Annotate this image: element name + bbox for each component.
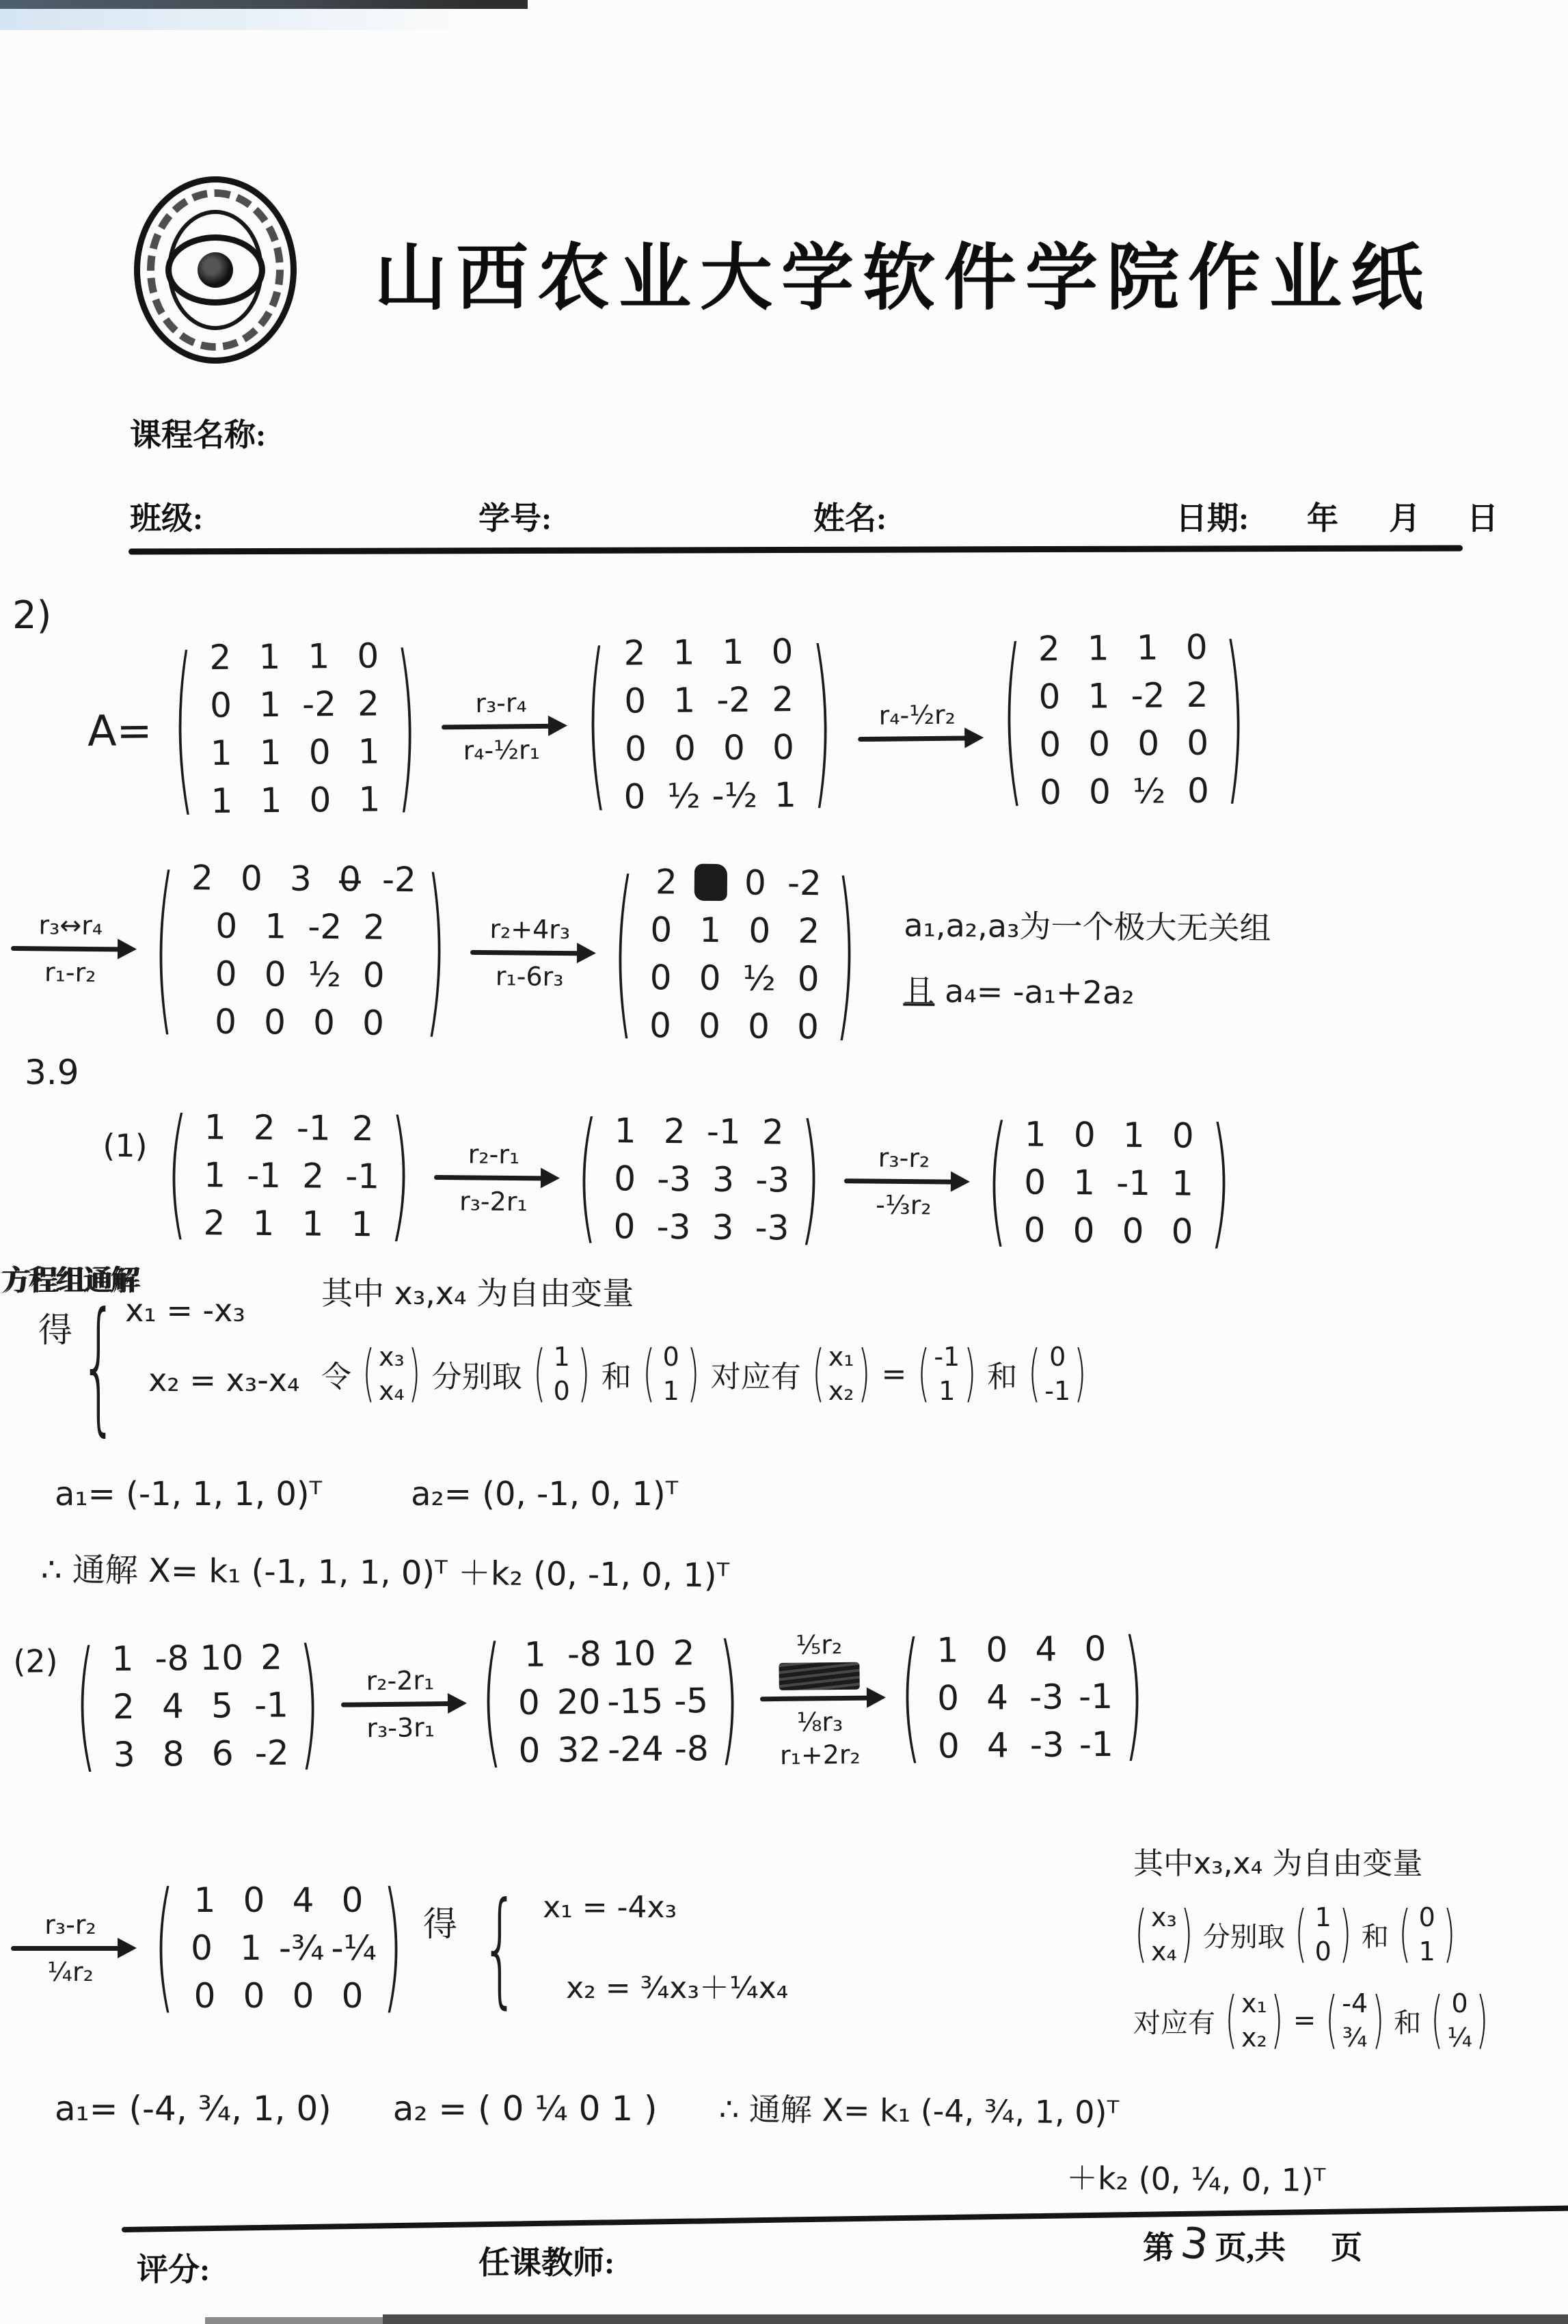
score-label: 评分: [137,2252,211,2287]
arrow-right-icon [844,1178,954,1184]
row-operation [340,1664,460,1743]
row-operation-2 [858,699,977,745]
part2-matrix: ( 1 -8 10 2 2 4 5 -1 3 8 6 -2 ) [71,1633,324,1779]
arrow-right-icon [434,1175,543,1180]
row-op-label: r₄-½r₂ [878,699,956,731]
part1-matrix: ( 1 2 -1 2 1 -1 2 -1 2 1 1 1 ) [163,1103,414,1249]
vector-1-0: ( 1 0 ) [1293,1900,1353,1969]
vector-neg4-34: ( -4 ¾ ) [1324,1986,1385,2055]
basis-vector-a1: a₁= (-4, ¾, 1, 0) [55,2089,332,2129]
and-token: 和 [987,1360,1018,1394]
general-solution-part2: ∴ 通解 X= k₁ (-4, ¾, 1, 0)ᵀ [718,2090,1119,2131]
row-op-label: r₄-½r₁ [463,734,541,766]
date-label: 日期: [1176,501,1249,536]
row-operation [434,1139,554,1217]
assignment-line [1133,1900,1490,1969]
university-seal-logo [134,176,297,364]
row-op-label: r₃-r₂ [44,1909,96,1940]
take-token: 分别取 [1202,1921,1285,1953]
arrow-right-icon [470,949,580,955]
system-brace: { [481,1875,519,2021]
matrix-a-step4: ( 2 0 3 0̶ -2 0 1 -2 2 0 0 ½ 0 0 0 0 0 ) [150,854,450,1048]
vector-x3-x4: ( x₃ x₄ ) [1133,1900,1195,1969]
vector-0-neg1: ( 0 -1 ) [1027,1340,1088,1408]
and-token: 和 [1394,2007,1422,2039]
part2-result-line [55,2086,1119,2131]
vector-x1-x2: ( x₁ x₂ ) [811,1340,872,1408]
row-op-label: r₂+4r₃ [489,913,571,945]
free-variables-note: 其中 x₃,x₄ 为自由变量 [321,1275,634,1312]
page-number-handwritten: 3 [1178,2217,1212,2271]
row-op-label: r₃↔r₄ [38,909,103,941]
conclusion-notes [903,900,1271,1014]
row-op-label: ⅕r₂ [796,1629,843,1660]
row-op-label: ⅛r₃ [796,1706,843,1738]
vector-x1-x2: ( x₁ x₂ ) [1224,1986,1285,2055]
maximal-independent-set-note: a₁,a₂,a₃为一个极大无关组 [904,906,1271,947]
correspond-token: 对应有 [1133,2007,1215,2039]
row-operation-1 [442,687,561,766]
system-brace: { [80,1281,118,1450]
page-prefix: 第 [1143,2230,1174,2265]
arrow-right-icon [341,1701,450,1707]
arrow-right-icon [11,1946,120,1951]
scan-artifact-top-smudge [0,0,478,30]
matrix-a-lead: A= [87,705,152,756]
page-mid: 页,共 [1215,2230,1286,2265]
correspondence-line [1133,1986,1490,2055]
part2-matrix-rref: ( 1 0 4 0 0 1 -¾ -¼ 0 0 0 0 ) [150,1876,407,2020]
matrix-a-step5: ( 2 0 -2 0 1 0 2 0 0 ½ 0 0 0 0 0 ) [609,858,861,1051]
equation-x1: x₁ = -4x₃ [543,1889,677,1925]
vector-1-0: ( 1 0 ) [532,1340,592,1408]
row-operation-4 [470,913,590,992]
part-1-label: (1) [103,1126,148,1165]
page-suffix: 页 [1330,2230,1362,2265]
part2-matrix-step3: ( 1 0 4 0 0 4 -3 -1 0 4 -3 -1 ) [896,1624,1148,1770]
part-1-reduction-line [102,1103,1234,1256]
part1-matrix-rref: ( 1 0 1 0 0 1 -1 1 0 0 0 0 ) [983,1110,1234,1256]
matrix-a-step2: ( 2 1 1 0 0 1 -2 2 0 0 0 0 0 ½ -½ 1 ) [582,627,837,821]
year-label: 年 [1307,501,1338,536]
arrow-right-icon [11,945,120,951]
part2-matrix-step2: ( 1 -8 10 2 0 20 -15 -5 0 32 -24 -8 ) [477,1629,743,1775]
row-op-label: r₁-r₂ [44,956,96,988]
vector-0-1: ( 0 1 ) [1397,1900,1457,1969]
solve-lead: 得 [423,1904,458,1944]
page-number-group [1143,2219,1362,2269]
header-rule [129,545,1463,554]
part2-final-reduction [7,1876,788,2020]
problem-2-number: 2) [12,593,52,638]
part2-right-column [1133,1839,1490,2055]
row-op-label: r₂-2r₁ [366,1664,435,1696]
matrix-a-step3: ( 2 1 1 0 0 1 -2 2 0 0 0 0 0 0 ½ 0 ) [997,623,1249,817]
row-op-label: r₁-6r₃ [495,960,564,992]
row-op-label: -⅓r₂ [875,1189,932,1220]
scan-artifact-bottom-strip-2 [205,2317,383,2324]
vector-0-1: ( 0 1 ) [641,1340,701,1408]
arrow-right-icon [760,1695,869,1701]
part1-matrix-step2: ( 1 2 -1 2 0 -3 3 -3 0 -3 3 -3 ) [573,1107,824,1252]
solution-equations [543,1890,788,2007]
part-2-reduction-line [13,1624,1148,1779]
assignment-line [321,1340,1088,1408]
class-label: 班级: [130,501,204,536]
row-op-label: r₃-r₂ [878,1142,930,1173]
general-solution-part1: ∴ 通解 X= k₁ (-1, 1, 1, 0)ᵀ ＋k₂ (0, -1, 0, 1)ᵀ [40,1550,730,1595]
name-label: 姓名: [813,501,887,536]
seal-eye-pupil [198,252,233,288]
vector-x3-x4: ( x₃ x₄ ) [361,1340,422,1408]
problem-2-line-1 [87,623,1250,826]
free-variables-note: 其中x₃,x₄ 为自由变量 [1133,1846,1423,1881]
scan-artifact-bottom-strip [383,2314,1568,2324]
part-2-label: (2) [13,1643,58,1680]
month-label: 月 [1389,501,1420,536]
section-3-9-number: 3.9 [25,1053,79,1092]
solve-lead: 得 [38,1310,72,1350]
row-operation [11,1910,130,1987]
solution-equations [125,1292,299,1399]
row-operation-multi [759,1629,880,1770]
and-token: 和 [1361,1921,1389,1953]
basis-vectors-line [55,1475,678,1513]
row-operation-3 [11,909,131,988]
vector-0-14-cutoff: ( 0 ¼ ) [1429,1986,1490,2055]
general-solution-part2-cont: ＋k₂ (0, ¼, 0, 1)ᵀ [1066,2159,1326,2199]
basis-vector-a2: a₂ = ( 0 ¼ 0 1 ) [392,2089,658,2129]
margin-note-general-solution: 方程组通解 [1,1263,139,1297]
row-operation [844,1142,964,1221]
and-token: 和 [601,1360,632,1394]
row-op-label: r₃-2r₁ [459,1185,528,1217]
page-title: 山西农业大学软件学院作业纸 [375,234,1432,320]
part1-solution-system [38,1281,300,1450]
arrow-right-icon [858,735,967,742]
scribbled-out-label [779,1662,860,1690]
equation-x2: x₂ = x₃-x₄ [148,1362,300,1399]
row-op-label: ¼r₂ [47,1956,94,1987]
row-op-label: r₃-3r₁ [366,1712,435,1743]
dependency-relation-note: 且 a₄= -a₁+2a₂ [903,972,1135,1012]
let-token: 令 [321,1360,351,1394]
student-id-label: 学号: [478,501,552,536]
row-op-label: r₂-r₁ [468,1138,520,1170]
basis-vector-a1: a₁= (-1, 1, 1, 0)ᵀ [55,1475,323,1513]
teacher-label: 任课教师: [478,2245,615,2280]
equals-sign: = [1293,2005,1316,2036]
row-op-label: r₁+2r₂ [779,1739,861,1770]
equals-sign: = [881,1356,907,1392]
basis-vector-a2: a₂= (0, -1, 0, 1)ᵀ [411,1475,679,1513]
vector-neg1-1: ( -1 1 ) [916,1340,977,1408]
course-name-label: 课程名称: [130,418,267,452]
correspond-token: 对应有 [710,1360,801,1394]
arrow-right-icon [442,723,551,729]
problem-2-line-2 [6,852,1272,1055]
matrix-a: ( 2 1 1 0 0 1 -2 2 1 1 0 1 1 1 0 1 ) [169,632,421,826]
equation-x1: x₁ = -x₃ [125,1292,245,1329]
equation-x2: x₂ = ¾x₃＋¼x₄ [566,1970,789,2005]
day-label: 日 [1467,501,1498,536]
take-token: 分别取 [431,1360,522,1394]
seal-eye-emblem [165,234,265,306]
row-op-label: r₃-r₄ [475,687,527,718]
